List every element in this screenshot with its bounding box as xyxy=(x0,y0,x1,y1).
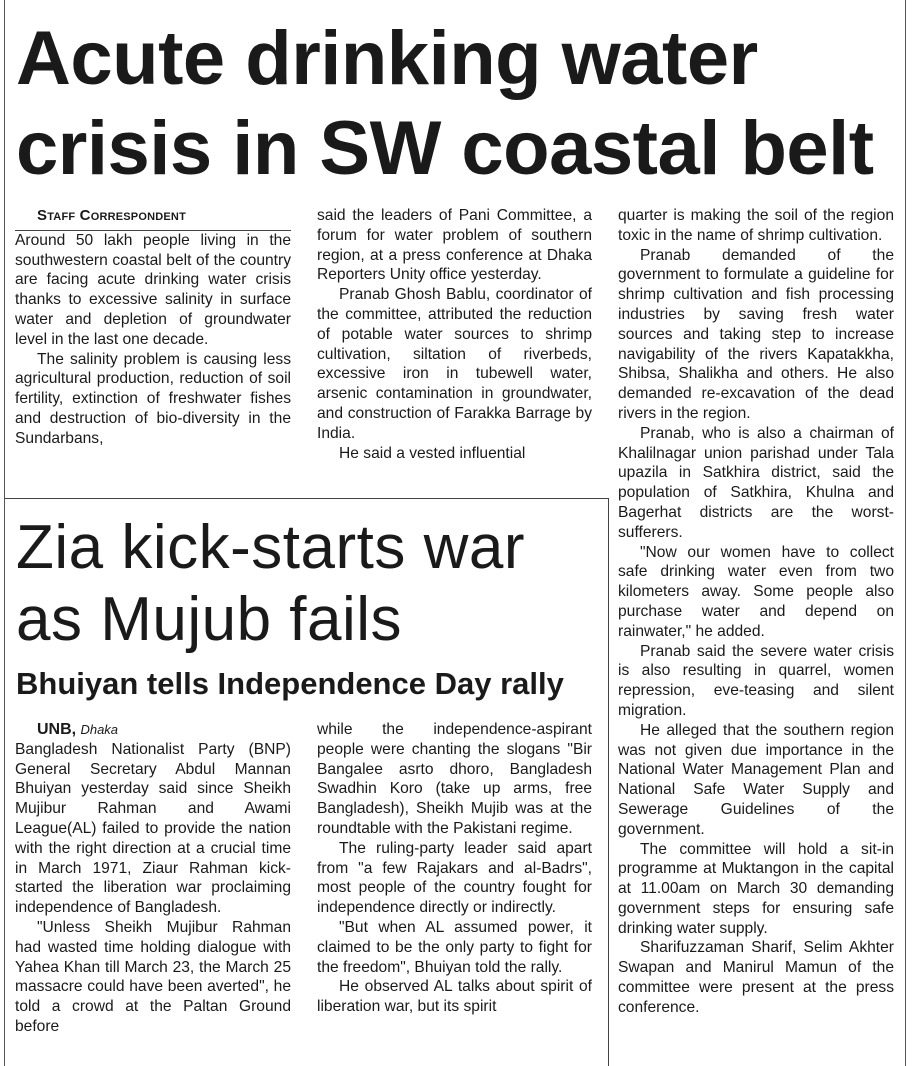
story1-paragraph: Pranab Ghosh Bablu, coordinator of the committee, attributed the reduction of potable water sources to shrimp cultivation, siltation of riverbeds, excessive iron in tubewell water, arsenic contamination in groundwater, and construction of Farakka Barrage by India. xyxy=(317,286,592,442)
story2-paragraph: while the independence-aspirant people were chanting the slogans "Bir Bangalee asrto dhoro, Bangladesh Swadhin Koro (take up arms, free Bangladesh), Sheikh Mujib was at the roundtable with the Pakistani regime. xyxy=(317,721,592,837)
story2-byline xyxy=(15,720,291,740)
story2-paragraph: Bangladesh Nationalist Party (BNP) General Secretary Abdul Mannan Bhuiyan yesterday said since Sheikh Mujibur Rahman and Awami League(AL) failed to provide the nation with the right direction at a crucial time in March 1971, Ziaur Rahman kick-started the liberation war proclaiming independence of Bangladesh. xyxy=(15,740,291,917)
story1-paragraph: "Now our women have to collect safe drinking water even from two kilometers away. Some people also purchase water and depend on rainwater," he added. xyxy=(618,543,894,640)
story2-headline xyxy=(16,512,606,656)
story2-subhead: Bhuiyan tells Independence Day rally xyxy=(16,666,564,701)
story2-column-1 xyxy=(15,720,291,1037)
story2-paragraph: "But when AL assumed power, it claimed to be the only party to fight for the freedom", Bhuiyan told the rally. xyxy=(317,918,592,976)
story1-paragraph: The salinity problem is causing less agricultural production, reduction of soil fertility, extinction of freshwater fishes and destruction of bio-diversity in the Sundarbans, xyxy=(15,350,291,447)
story2-byline-place: Dhaka xyxy=(80,722,119,737)
right-column-rule xyxy=(905,0,906,1066)
story1-paragraph: Sharifuzzaman Sharif, Selim Akhter Swapan and Manirul Mamun of the committee were present at the press conference. xyxy=(618,939,894,1016)
story1-paragraph: He alleged that the southern region was not given due importance in the National Water Management Plan and National Safe Water Supply and Sewerage Guidelines of the government. xyxy=(618,721,894,838)
story1-column-1 xyxy=(15,206,291,449)
story2-headline-line1: Zia kick-starts war xyxy=(16,513,525,582)
story2-headline-line2: as Mujub fails xyxy=(16,585,403,654)
story2-byline-agency: UNB, xyxy=(37,721,77,738)
story2-paragraph: "Unless Sheikh Mujibur Rahman had wasted time holding dialogue with Yahea Khan till March 23, the March 25 massacre could have been averted", he told a crowd at the Paltan Ground before xyxy=(15,918,291,1035)
story2-paragraph: The ruling-party leader said apart from "a few Rajakars and al-Badrs", most people of the country fought for independence directly or indirectly. xyxy=(317,839,592,917)
story1-paragraph: Around 50 lakh people living in the southwestern coastal belt of the country are facing acute drinking water crisis thanks to excessive salinity in surface water and depletion of groundwater level in the last one decade. xyxy=(15,231,291,348)
story1-paragraph: The committee will hold a sit-in programme at Muktangon in the capital at 11.00am on March 30 demanding government steps for ensuring safe drinking water supply. xyxy=(618,840,894,937)
left-column-rule xyxy=(4,0,5,1066)
story1-paragraph: Pranab said the severe water crisis is also resulting in quarrel, women repression, eve-teasing and silent migration. xyxy=(618,642,894,719)
story1-column-3 xyxy=(618,206,894,1018)
story1-paragraph: Pranab demanded of the government to formulate a guideline for shrimp cultivation and fish processing industries by saving fresh water sources and taking step to increase navigability of the rivers Kapatakkha, Shibsa, Shalikha and others. He also demanded re-excavation of the dead rivers in the region. xyxy=(618,246,894,422)
story2-right-rule xyxy=(608,498,609,1066)
story2-top-rule xyxy=(5,498,609,499)
story1-byline: Staff Correspondent xyxy=(15,206,291,231)
story1-headline-line2: crisis in SW coastal belt xyxy=(16,106,874,191)
story1-paragraph: Pranab, who is also a chairman of Khalilnagar union parishad under Tala upazila in Satkhira district, said the population of Satkhira, Khulna and Bagerhat districts are the worst-sufferers. xyxy=(618,424,894,541)
story1-column-2 xyxy=(317,206,592,463)
story1-paragraph: said the leaders of Pani Committee, a forum for water problem of southern region, at a press conference at Dhaka Reporters Unity office yesterday. xyxy=(317,207,592,284)
story1-headline-line1: Acute drinking water xyxy=(16,16,758,101)
story2-paragraph: He observed AL talks about spirit of liberation war, but its spirit xyxy=(317,978,592,1016)
story1-headline xyxy=(16,14,896,194)
story1-paragraph: quarter is making the soil of the region toxic in the name of shrimp cultivation. xyxy=(618,207,894,244)
story2-column-2 xyxy=(317,720,592,1017)
story1-paragraph: He said a vested influential xyxy=(339,444,526,462)
